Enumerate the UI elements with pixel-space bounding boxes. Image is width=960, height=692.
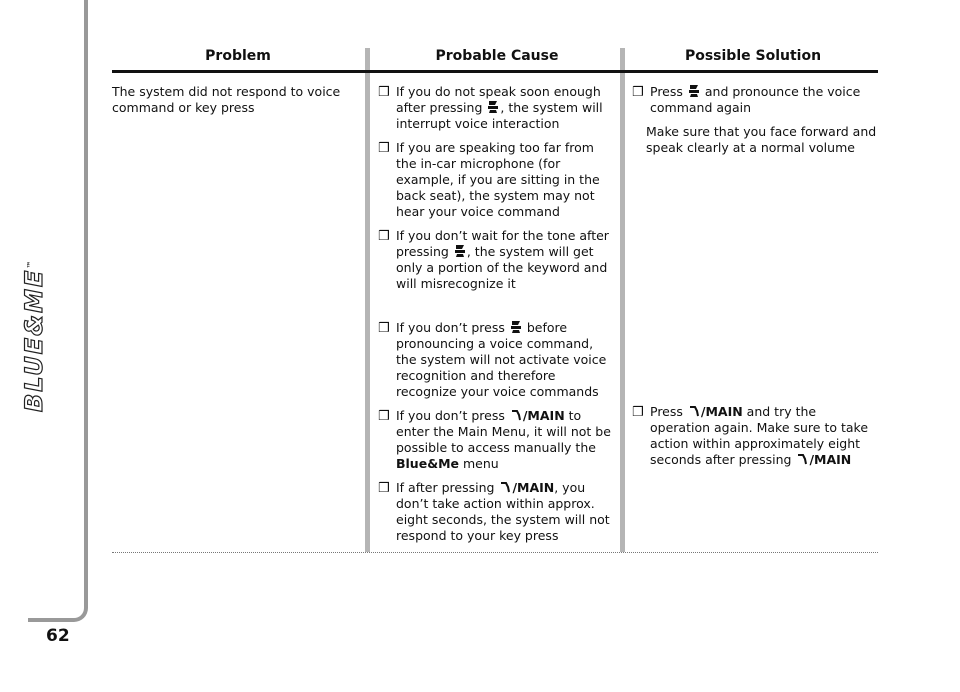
blue-me-logo: BLUE&ME™	[20, 258, 48, 412]
cause-item: ❒ If you don’t wait for the tone after pressing , the system will get only a portion of the keyword and will misrecognize it	[378, 228, 609, 291]
header-possible-solution: Possible Solution	[684, 48, 822, 64]
solution-cell	[632, 84, 878, 156]
cause-item: ❒ If you do not speak soon enough after pressing , the system will interrupt voice interaction	[378, 84, 603, 131]
main-key-icon	[500, 481, 510, 493]
solution-note: Make sure that you face forward and speak clearly at a normal volume	[646, 124, 877, 155]
problem-cell	[112, 84, 348, 116]
page-number: 62	[46, 626, 70, 646]
column-separator	[620, 48, 625, 552]
checkbox-bullet-icon: ❒	[378, 229, 390, 244]
cause-item: ❒ If after pressing /MAIN, you don’t take action within approx. eight seconds, the system will not respond to your key press	[378, 480, 610, 543]
solution-item: ❒ Press /MAIN and try the operation again. Make sure to take action within approximately eight seconds after pressing /MAIN	[632, 404, 869, 467]
solution-cell-2	[632, 404, 878, 468]
cause-item: ❒ If you don’t press before pronouncing a voice command, the system will not activate voice recognition and therefore recognize your voice commands	[378, 320, 607, 399]
checkbox-bullet-icon: ❒	[378, 481, 390, 496]
main-key-icon	[511, 409, 521, 421]
problem-text: The system did not respond to voice command or key press	[112, 84, 341, 115]
checkbox-bullet-icon: ❒	[378, 321, 390, 336]
voice-key-icon	[455, 245, 465, 257]
header-problem: Problem	[205, 48, 271, 64]
checkbox-bullet-icon: ❒	[378, 409, 390, 424]
cause-item: ❒ If you don’t press /MAIN to enter the Main Menu, it will not be possible to access manually the Blue&Me menu	[378, 408, 611, 471]
checkbox-bullet-icon: ❒	[378, 85, 390, 100]
voice-key-icon	[689, 85, 699, 97]
cause-cell	[378, 84, 616, 544]
main-key-icon	[689, 405, 699, 417]
header-probable-cause: Probable Cause	[435, 48, 559, 64]
voice-key-icon	[488, 101, 498, 113]
checkbox-bullet-icon: ❒	[632, 405, 644, 420]
header-rule	[112, 70, 878, 73]
solution-item: ❒ Press and pronounce the voice command again	[632, 84, 861, 115]
column-separator	[365, 48, 370, 552]
voice-key-icon	[511, 321, 521, 333]
cause-item: ❒ If you are speaking too far from the in-car microphone (for example, if you are sitting in the back seat), the system may not hear your voice command	[378, 140, 600, 219]
main-key-icon	[797, 453, 807, 465]
bottom-rule	[112, 552, 878, 553]
checkbox-bullet-icon: ❒	[632, 85, 644, 100]
checkbox-bullet-icon: ❒	[378, 141, 390, 156]
